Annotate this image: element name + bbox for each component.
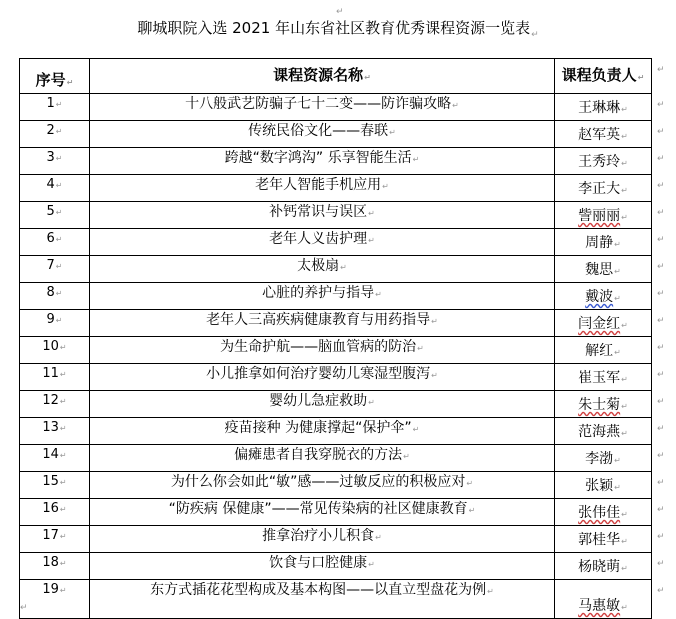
table-row	[20, 445, 652, 472]
row-end-mark: ↵	[657, 451, 665, 461]
course-name: 心脏的养护与指导↵	[90, 283, 555, 310]
paragraph-mark: ↵	[20, 603, 28, 613]
row-index: 3↵	[20, 148, 90, 175]
row-end-mark: ↵	[657, 235, 665, 245]
course-owner: 张颖↵	[555, 472, 652, 499]
header-name: 课程资源名称↵	[90, 59, 555, 94]
course-owner: 杨晓萌↵	[555, 553, 652, 580]
row-index: 11↵	[20, 364, 90, 391]
paragraph-mark: ↵	[336, 7, 344, 17]
table-row	[20, 499, 652, 526]
course-owner: 李渤↵	[555, 445, 652, 472]
table-row	[20, 472, 652, 499]
row-index: 2↵	[20, 121, 90, 148]
row-index: 13↵	[20, 418, 90, 445]
table-row	[20, 580, 652, 619]
row-index: 4↵	[20, 175, 90, 202]
course-name: 老年人义齿护理↵	[90, 229, 555, 256]
course-owner: 李正大↵	[555, 175, 652, 202]
row-end-mark: ↵	[657, 208, 665, 218]
row-end-mark: ↵	[657, 424, 665, 434]
course-owner: 解红↵	[555, 337, 652, 364]
row-end-mark: ↵	[657, 316, 665, 326]
row-end-mark: ↵	[657, 532, 665, 542]
course-owner: 崔玉军↵	[555, 364, 652, 391]
course-name: 传统民俗文化——春联↵	[90, 121, 555, 148]
row-index: 16↵	[20, 499, 90, 526]
table-row	[20, 229, 652, 256]
row-index: 14↵	[20, 445, 90, 472]
course-name: 补钙常识与误区↵	[90, 202, 555, 229]
row-end-mark: ↵	[657, 154, 665, 164]
row-end-mark: ↵	[657, 100, 665, 110]
row-index: 5↵	[20, 202, 90, 229]
course-owner: 王琳琳↵	[555, 94, 652, 121]
course-name: 小儿推拿如何治疗婴幼儿寒湿型腹泻↵	[90, 364, 555, 391]
row-end-mark: ↵	[657, 478, 665, 488]
course-owner: 王秀玲↵	[555, 148, 652, 175]
table-row	[20, 553, 652, 580]
table-row	[20, 526, 652, 553]
row-index: 12↵	[20, 391, 90, 418]
course-owner: 郭桂华↵	[555, 526, 652, 553]
course-owner: 张伟佳↵	[555, 499, 652, 526]
course-owner: 訾丽丽↵	[555, 202, 652, 229]
course-owner: 范海燕↵	[555, 418, 652, 445]
row-end-mark: ↵	[657, 289, 665, 299]
table-row	[20, 202, 652, 229]
row-index: 18↵	[20, 553, 90, 580]
row-index: 6↵	[20, 229, 90, 256]
course-name: 婴幼儿急症救助↵	[90, 391, 555, 418]
row-end-mark: ↵	[657, 370, 665, 380]
table-row	[20, 283, 652, 310]
course-owner: 赵军英↵	[555, 121, 652, 148]
row-end-mark: ↵	[657, 65, 665, 75]
table-row	[20, 175, 652, 202]
course-owner: 戴波↵	[555, 283, 652, 310]
row-end-mark: ↵	[657, 343, 665, 353]
table-header-row	[20, 59, 652, 94]
row-end-mark: ↵	[657, 586, 665, 596]
table-row	[20, 337, 652, 364]
course-name: 为什么你会如此“敏”感——过敏反应的积极应对↵	[90, 472, 555, 499]
table-row	[20, 94, 652, 121]
row-end-mark: ↵	[657, 262, 665, 272]
title-text: 聊城职院入选 2021 年山东省社区教育优秀课程资源一览表	[137, 19, 531, 37]
course-name: 为生命护航——脑血管病的防治↵	[90, 337, 555, 364]
course-name: 十八般武艺防骗子七十二变——防诈骗攻略↵	[90, 94, 555, 121]
row-index: 7↵	[20, 256, 90, 283]
course-name: 偏瘫患者自我穿脱衣的方法↵	[90, 445, 555, 472]
course-name: 饮食与口腔健康↵	[90, 553, 555, 580]
course-owner: 魏思↵	[555, 256, 652, 283]
table-row	[20, 391, 652, 418]
row-end-mark: ↵	[657, 559, 665, 569]
document-title	[0, 18, 676, 38]
course-name: 东方式插花花型构成及基本构图——以直立型盘花为例↵	[90, 580, 555, 619]
table-row	[20, 418, 652, 445]
row-end-mark: ↵	[657, 181, 665, 191]
course-owner: 马惠敏↵	[555, 580, 652, 619]
course-name: 太极扇↵	[90, 256, 555, 283]
course-resource-table	[19, 58, 652, 619]
course-owner: 朱士菊↵	[555, 391, 652, 418]
course-owner: 闫金红↵	[555, 310, 652, 337]
row-end-mark: ↵	[657, 127, 665, 137]
row-index: 8↵	[20, 283, 90, 310]
row-index: 19↵	[20, 580, 90, 619]
table-row	[20, 256, 652, 283]
course-name: 推拿治疗小儿积食↵	[90, 526, 555, 553]
paragraph-mark: ↵	[531, 30, 539, 40]
table-row	[20, 148, 652, 175]
header-index: 序号↵	[20, 59, 90, 94]
course-name: 老年人智能手机应用↵	[90, 175, 555, 202]
table-row	[20, 310, 652, 337]
course-owner: 周静↵	[555, 229, 652, 256]
row-index: 15↵	[20, 472, 90, 499]
table-row	[20, 364, 652, 391]
header-owner: 课程负责人↵	[555, 59, 652, 94]
row-index: 9↵	[20, 310, 90, 337]
row-end-mark: ↵	[657, 397, 665, 407]
row-index: 17↵	[20, 526, 90, 553]
row-index: 1↵	[20, 94, 90, 121]
course-name: 老年人三高疾病健康教育与用药指导↵	[90, 310, 555, 337]
row-index: 10↵	[20, 337, 90, 364]
row-end-mark: ↵	[657, 505, 665, 515]
course-name: “防疾病 保健康”——常见传染病的社区健康教育↵	[90, 499, 555, 526]
course-name: 疫苗接种 为健康撑起“保护伞”↵	[90, 418, 555, 445]
table-row	[20, 121, 652, 148]
course-name: 跨越“数字鸿沟” 乐享智能生活↵	[90, 148, 555, 175]
